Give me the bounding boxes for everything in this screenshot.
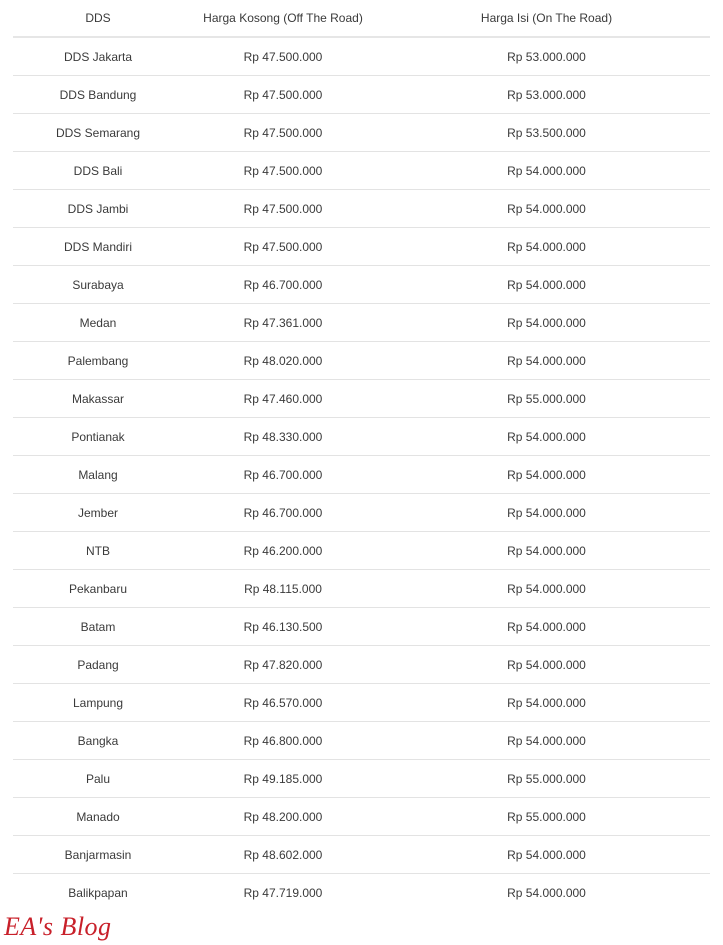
header-on-the-road: Harga Isi (On The Road)	[383, 0, 710, 37]
cell-on-the-road: Rp 54.000.000	[507, 885, 586, 900]
cell-on-the-road: Rp 54.000.000	[383, 608, 710, 646]
cell-on-the-road: Rp 54.000.000	[383, 836, 710, 874]
table-row	[13, 836, 710, 874]
cell-dealer: Palu	[13, 760, 183, 798]
cell-off-the-road: Rp 46.700.000	[183, 494, 383, 532]
cell-off-the-road: Rp 47.460.000	[183, 380, 383, 418]
cell-dealer: DDS Jambi	[13, 190, 183, 228]
cell-dealer: Padang	[13, 646, 183, 684]
price-table	[13, 0, 710, 911]
cell-off-the-road: Rp 46.700.000	[183, 456, 383, 494]
cell-on-the-road: Rp 55.000.000	[383, 798, 710, 836]
table-row	[13, 114, 710, 152]
cell-off-the-road: Rp 48.200.000	[183, 798, 383, 836]
cell-on-the-road: Rp 55.000.000	[383, 760, 710, 798]
table-row	[13, 456, 710, 494]
cell-dealer: Jember	[13, 494, 183, 532]
cell-dealer: Pontianak	[13, 418, 183, 456]
cell-on-the-road: Rp 54.000.000	[383, 190, 710, 228]
table-row	[13, 228, 710, 266]
table-header-row	[13, 0, 710, 37]
table-row	[13, 684, 710, 722]
cell-on-the-road: Rp 54.000.000	[383, 418, 710, 456]
cell-on-the-road: Rp 54.000.000	[383, 494, 710, 532]
cell-on-the-road: Rp 54.000.000	[383, 684, 710, 722]
cell-on-the-road: Rp 53.500.000	[383, 114, 710, 152]
table-body	[13, 37, 710, 911]
table-row	[13, 494, 710, 532]
cell-dealer: DDS Mandiri	[13, 228, 183, 266]
table-row	[13, 152, 710, 190]
header-dds: DDS	[13, 0, 183, 37]
cell-off-the-road: Rp 47.500.000	[183, 76, 383, 114]
cell-off-the-road: Rp 46.200.000	[183, 532, 383, 570]
watermark-logo: EA's Blog	[4, 912, 112, 941]
header-off-the-road: Harga Kosong (Off The Road)	[183, 0, 383, 37]
cell-off-the-road: Rp 47.500.000	[183, 228, 383, 266]
cell-on-the-road: Rp 54.000.000	[383, 304, 710, 342]
table-row	[13, 418, 710, 456]
table-row	[13, 342, 710, 380]
cell-off-the-road: Rp 48.602.000	[183, 836, 383, 874]
price-table-container	[13, 0, 710, 911]
cell-on-the-road: Rp 54.000.000	[383, 646, 710, 684]
cell-dealer: DDS Bali	[13, 152, 183, 190]
cell-off-the-road: Rp 46.800.000	[183, 722, 383, 760]
cell-dealer: DDS Bandung	[13, 76, 183, 114]
cell-off-the-road: Rp 47.361.000	[183, 304, 383, 342]
table-row	[13, 798, 710, 836]
cell-dealer: Makassar	[13, 380, 183, 418]
table-row	[13, 722, 710, 760]
table-row	[13, 874, 710, 912]
cell-dealer: DDS Semarang	[13, 114, 183, 152]
table-row	[13, 380, 710, 418]
cell-off-the-road: Rp 49.185.000	[183, 760, 383, 798]
cell-dealer: Balikpapan	[68, 885, 128, 900]
cell-on-the-road: Rp 53.000.000	[383, 37, 710, 76]
cell-on-the-road: Rp 54.000.000	[383, 532, 710, 570]
table-row	[13, 76, 710, 114]
cell-off-the-road: Rp 47.500.000	[183, 152, 383, 190]
cell-on-the-road: Rp 54.000.000	[383, 570, 710, 608]
cell-on-the-road: Rp 54.000.000	[383, 456, 710, 494]
table-row	[13, 646, 710, 684]
cell-dealer: Lampung	[13, 684, 183, 722]
table-row	[13, 266, 710, 304]
cell-dealer: Malang	[13, 456, 183, 494]
cell-on-the-road: Rp 54.000.000	[383, 228, 710, 266]
cell-dealer: Pekanbaru	[13, 570, 183, 608]
table-row	[13, 760, 710, 798]
cell-off-the-road: Rp 47.719.000	[243, 885, 323, 900]
table-row	[13, 37, 710, 76]
cell-dealer: Batam	[13, 608, 183, 646]
cell-dealer: NTB	[13, 532, 183, 570]
table-row	[13, 532, 710, 570]
cell-dealer: Manado	[13, 798, 183, 836]
table-row	[13, 304, 710, 342]
cell-dealer: Bangka	[13, 722, 183, 760]
cell-off-the-road: Rp 46.130.500	[183, 608, 383, 646]
cell-on-the-road: Rp 54.000.000	[383, 342, 710, 380]
cell-dealer: Medan	[13, 304, 183, 342]
cell-dealer: Palembang	[13, 342, 183, 380]
table-row	[13, 570, 710, 608]
table-row	[13, 190, 710, 228]
cell-off-the-road: Rp 48.020.000	[183, 342, 383, 380]
cell-on-the-road: Rp 53.000.000	[383, 76, 710, 114]
cell-on-the-road: Rp 54.000.000	[383, 722, 710, 760]
cell-off-the-road: Rp 47.500.000	[183, 190, 383, 228]
cell-on-the-road: Rp 54.000.000	[383, 266, 710, 304]
cell-on-the-road: Rp 55.000.000	[383, 380, 710, 418]
cell-on-the-road: Rp 54.000.000	[383, 152, 710, 190]
table-row	[13, 608, 710, 646]
cell-off-the-road: Rp 47.500.000	[183, 114, 383, 152]
cell-dealer: Surabaya	[13, 266, 183, 304]
cell-off-the-road: Rp 48.330.000	[183, 418, 383, 456]
cell-dealer: DDS Jakarta	[13, 37, 183, 76]
cell-dealer: Banjarmasin	[13, 836, 183, 874]
cell-off-the-road: Rp 46.570.000	[183, 684, 383, 722]
cell-off-the-road: Rp 46.700.000	[183, 266, 383, 304]
cell-off-the-road: Rp 48.115.000	[183, 570, 383, 608]
cell-off-the-road: Rp 47.500.000	[183, 37, 383, 76]
cell-off-the-road: Rp 47.820.000	[183, 646, 383, 684]
